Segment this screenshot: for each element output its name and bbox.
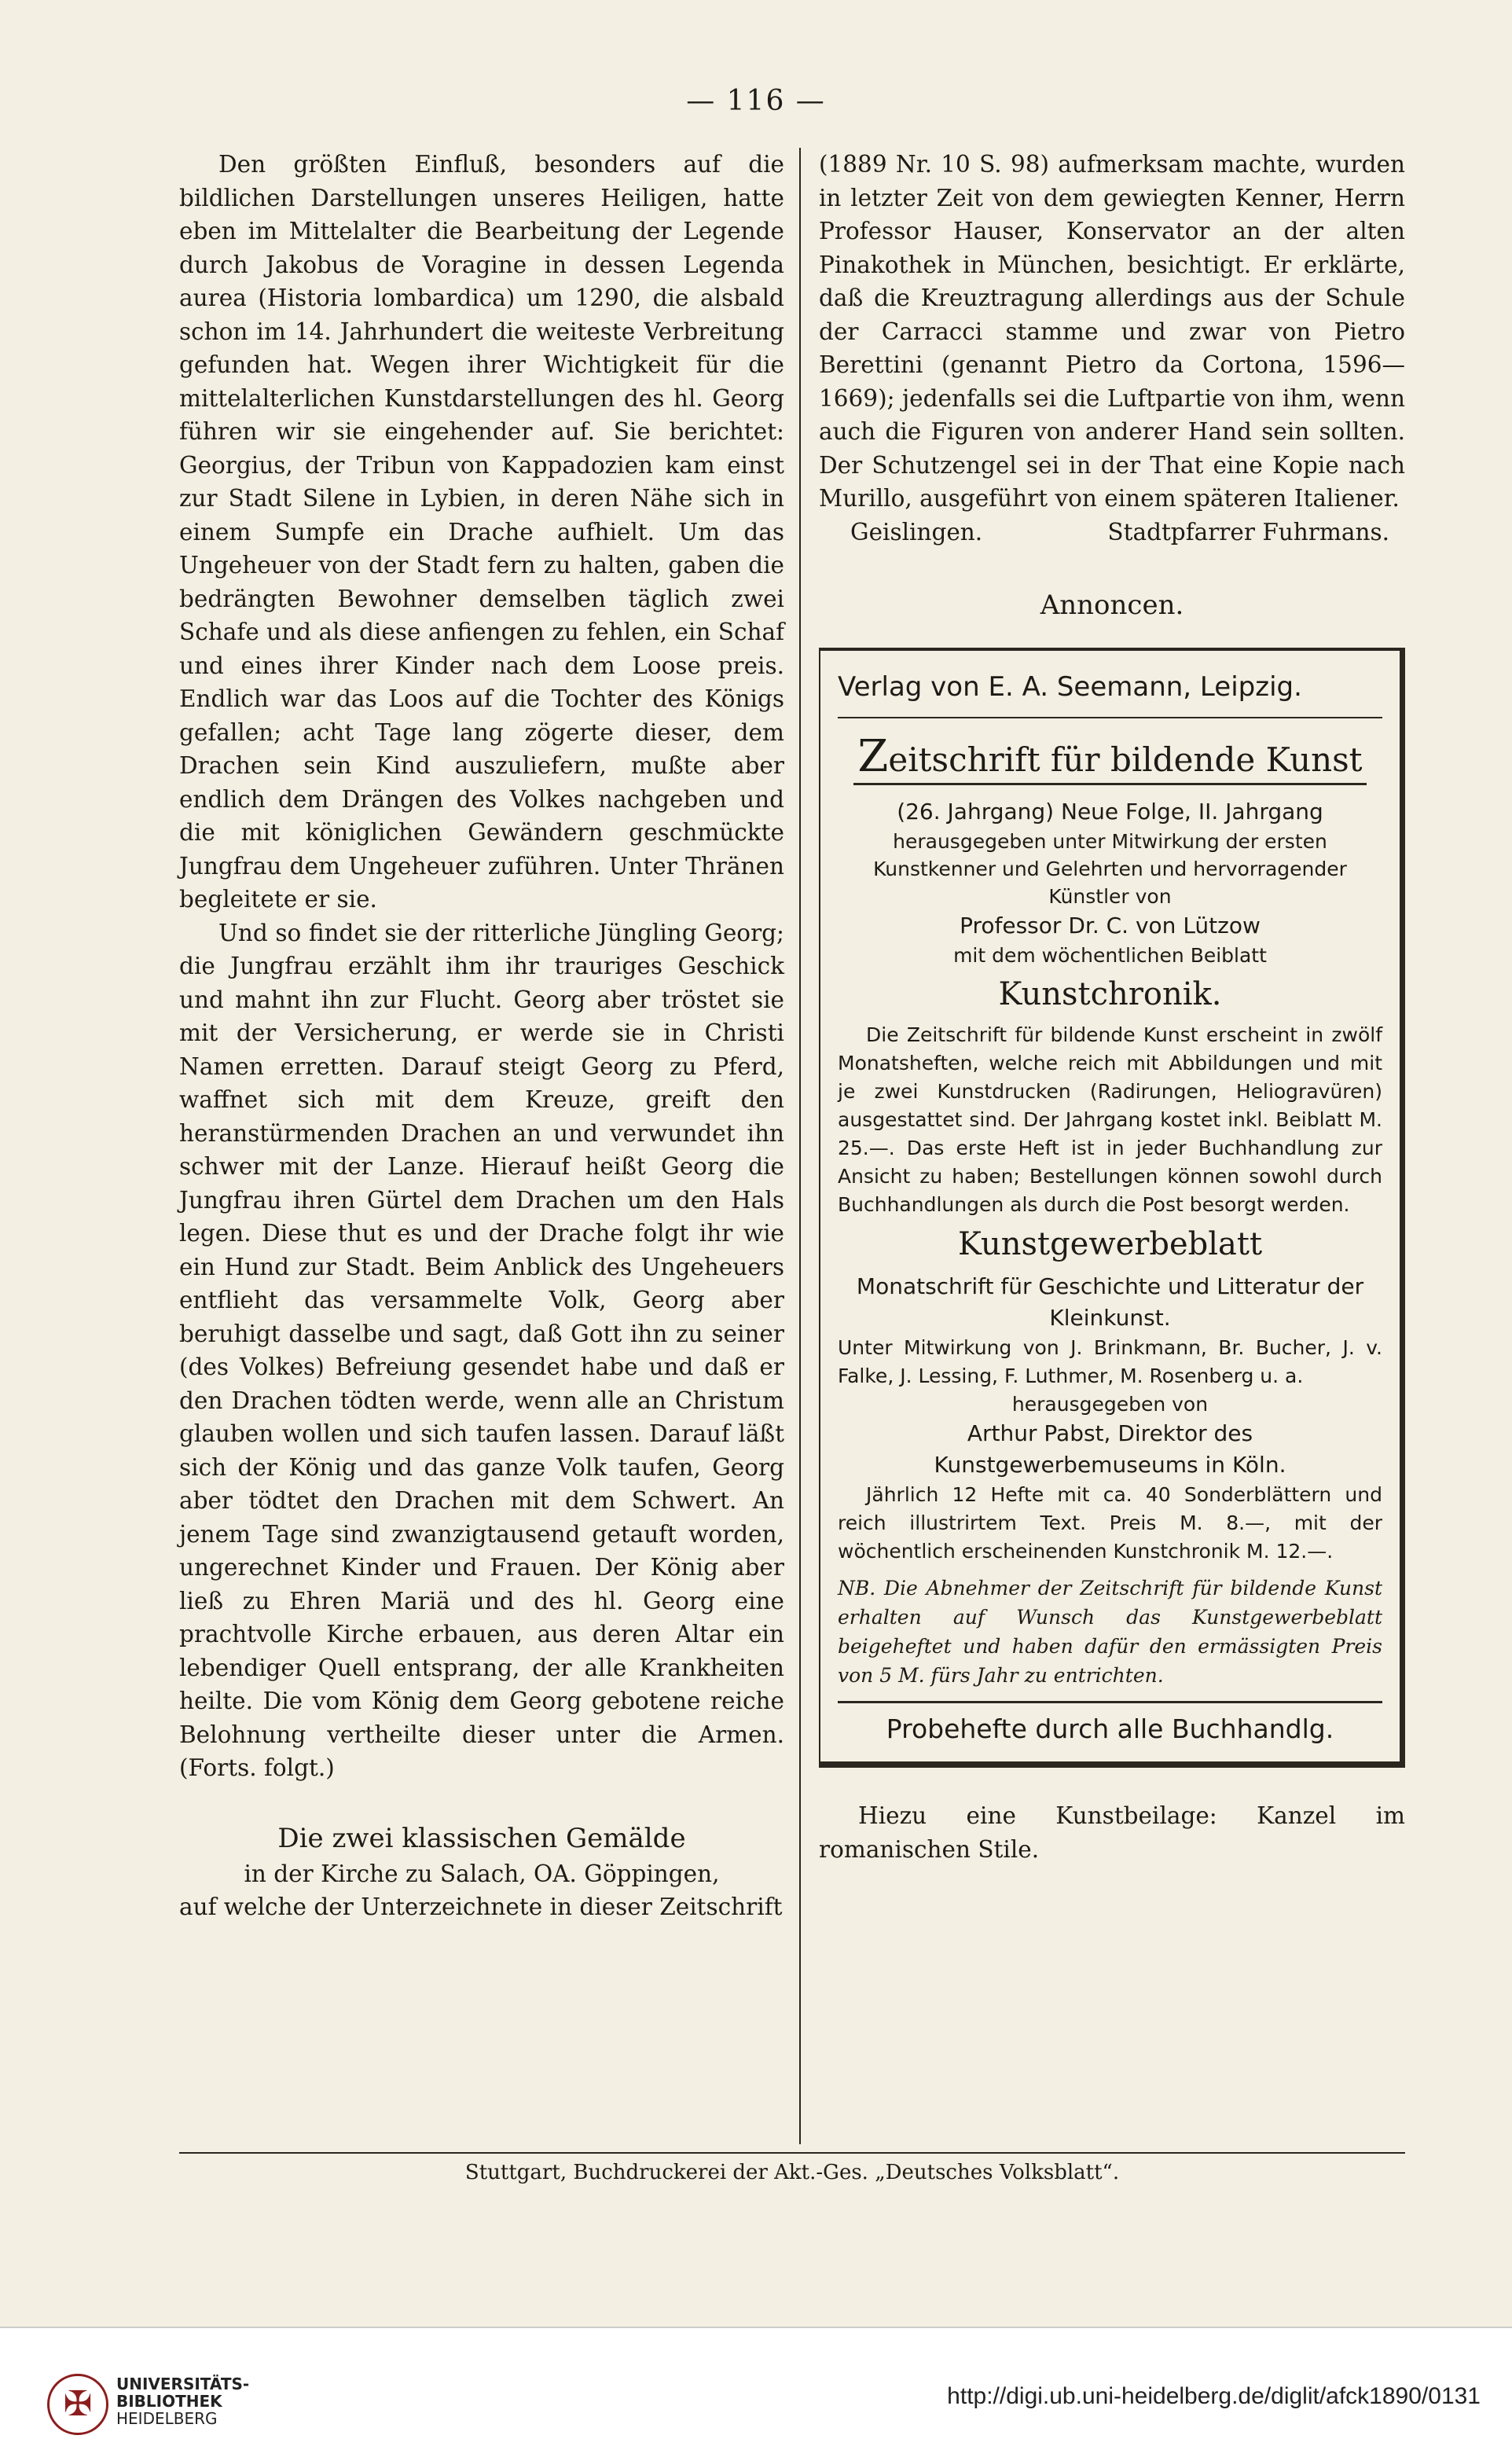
supplement-intro: mit dem wöchentlichen Beiblatt: [953, 944, 1267, 967]
edited-by: herausgegeben von: [1011, 1393, 1209, 1416]
signature-place: Geislingen.: [850, 518, 983, 545]
contributors: Unter Mitwirkung von J. Brinkmann, Br. Bucher, J. v. Falke, J. Lessing, F. Luthmer, M. Rosenberg u. a.: [838, 1336, 1382, 1387]
journal-description: Die Zeitschrift für bildende Kunst erscheint in zwölf Monatsheften, welche reich mit Abbildungen und mit je zwei Kunstdrucken (Radirungen, Heliogravüren) ausgestattet sind. Der Jahrgang kostet inkl. Beiblatt M. 25.—. Das erste Heft ist in jeder Buchhandlung zur Ansicht zu haben; Bestellungen können sowohl durch Buchhandlungen als durch die Post besorgt werden.: [838, 1023, 1382, 1216]
column-divider: [799, 148, 801, 2144]
editor-name: Professor Dr. C. von Lützow: [960, 913, 1261, 938]
kunstgewerbeblatt-description: Jährlich 12 Hefte mit ca. 40 Sonderblättern und reich illustrirtem Text. Preis M. 8.—, mit der wöchentlich erscheinenden Kunstchronik M. 12.—.: [838, 1483, 1382, 1563]
paragraph-legenda-aurea: Den größten Einfluß, besonders auf die bildlichen Darstellungen unseres Heiligen, hatte eben im Mittelalter die Bearbeitung der Legende durch Jakobus de Voragine in dessen Legenda aurea (Historia lombardica) um 1290, die alsbald schon im 14. Jahrhundert die weiteste Verbreitung gefunden hat. Wegen ihrer Wichtigkeit für die mittelalterlichen Kunstdarstellungen des hl. Georg führen wir sie eingehender auf. Sie berichtet: Georgius, der Tribun von Kappadozien kam einst zur Stadt Silene in Lybien, in deren Nähe sich in einem Sumpfe ein Drache aufhielt. Um das Ungeheuer von der Stadt fern zu halten, gaben die bedrängten Bewohner demselben täglich zwei Schafe und als diese anfiengen zu fehlen, ein Schaf und eines ihrer Kinder nach dem Loose preis. Endlich war das Loos auf die Tochter des Königs gefallen; acht Tage lang zögerte dieser, dem Drachen sein Kind auszuliefern, mußte aber endlich dem Drängen des Volkes nachgeben und die mit königlichen Gewändern geschmückte Jungfrau dem Ungeheuer zuführen. Unter Thränen begleitete er sie.: [179, 151, 784, 913]
paragraph-continuation: (1889 Nr. 10 S. 98) aufmerksam machte, wurden in letzter Zeit von dem gewiegten Kenner, Herrn Professor Hauser, Konservator an der alten Pinakothek in München, besichtigt. Er erklärte, daß die Kreuztragung allerdings aus der Schule der Carracci stamme und zwar von Pietro Berettini (genannt Pietro da Cortona, 1596—1669); jedenfalls sei die Luftpartie von ihm, wenn auch die Figuren von anderer Hand sein sollten. Der Schutzengel sei in der That eine Kopie nach Murillo, ausgeführt von einem späteren Italiener.: [819, 151, 1405, 512]
article-subheading: in der Kirche zu Salach, OA. Göppingen,: [244, 1860, 720, 1887]
kunstchronik-title: Kunstchronik.: [998, 976, 1222, 1012]
article-heading: Die zwei klassischen Gemälde: [277, 1822, 686, 1854]
kunstgewerbeblatt-subtitle: Monatschrift für Geschichte und Litteratur der Kleinkunst.: [856, 1273, 1364, 1331]
sample-issues-note: Probehefte durch alle Buchhandlg.: [886, 1714, 1334, 1744]
nota-bene: NB. Die Abnehmer der Zeitschrift für bildende Kunst erhalten auf Wunsch das Kunstgewerbeblatt beigeheftet und haben dafür den ermässigten Preis von 5 M. fürs Jahr zu entrichten.: [838, 1574, 1382, 1703]
source-url[interactable]: http://digi.ub.uni-heidelberg.de/diglit/afck1890/0131: [947, 2383, 1481, 2409]
paragraph-georg-dragon: Und so findet sie der ritterliche Jüngling Georg; die Jungfrau erzählt ihm ihr trauriges Geschick und mahnt ihn zur Flucht. Georg aber tröstet sie mit der Versicherung, er werde sie in Christi Namen erretten. Darauf steigt Georg zu Pferd, waffnet sich mit dem Kreuze, greift den heranstürmenden Drachen an und verwundet ihn schwer mit der Lanze. Hierauf heißt Georg die Jungfrau ihren Gürtel dem Drachen um den Hals legen. Diese thut es und der Drache folgt ihr wie ein Hund zur Stadt. Beim Anblick des Ungeheuers entflieht das versammelte Volk, Georg aber beruhigt dasselbe und sagt, daß Gott ihn zu seiner (des Volkes) Befreiung gesendet habe und daß er den Drachen tödten werde, wenn alle an Christum glauben wollen und sich taufen lassen. Darauf läßt sich der König und das ganze Volk taufen, Georg aber tödtet den Drachen mit dem Schwert. An jenem Tage sind zwanzigtausend getauft worden, ungerechnet Kinder und Frauen. Der König aber ließ zu Ehren Mariä und des hl. Georg eine prachtvolle Kirche erbauen, aus deren Altar ein lebendiger Quell entsprang, der alle Krankheiten heilte. Die vom König dem Georg gebotene reiche Belohnung vertheilte dieser unter die Armen. (Forts. folgt.): [179, 919, 784, 1781]
right-column: [819, 148, 1405, 1866]
advertisement-box: [819, 648, 1405, 1768]
kunstgewerbeblatt-title: Kunstgewerbeblatt: [957, 1226, 1263, 1262]
left-column: [179, 148, 784, 1924]
signature-name: Stadtpfarrer Fuhrmans.: [1107, 518, 1389, 545]
footer-rule: [179, 2152, 1405, 2154]
journal-title-initial: Z: [857, 731, 889, 782]
journal-title-rest: eitschrift für bildende Kunst: [888, 740, 1363, 779]
editors-intro: herausgegeben unter Mitwirkung der ersten Kunstkenner und Gelehrten und hervorragender Künstler von: [873, 830, 1347, 908]
page-number: — 116 —: [686, 85, 826, 117]
signature-line: [819, 516, 1405, 549]
kunstgewerbeblatt-editor: Arthur Pabst, Direktor des Kunstgewerbemuseums in Köln.: [934, 1420, 1286, 1478]
journal-title: [853, 731, 1367, 785]
printer-imprint: Stuttgart, Buchdruckerei der Akt.-Ges. „Deutsches Volksblatt“.: [464, 2161, 1120, 2184]
annonce-heading: Annoncen.: [1040, 590, 1184, 621]
article-text-start: auf welche der Unterzeichnete in dieser Zeitschrift: [179, 1894, 783, 1920]
art-supplement-note: Hiezu eine Kunstbeilage: Kanzel im romanischen Stile.: [819, 1802, 1405, 1863]
library-seal-icon: ✠: [47, 2374, 108, 2435]
publisher-line: Verlag von E. A. Seemann, Leipzig.: [838, 668, 1382, 718]
volume-line: (26. Jahrgang) Neue Folge, II. Jahrgang: [897, 799, 1323, 825]
library-name: UNIVERSITÄTS- BIBLIOTHEK HEIDELBERG: [116, 2375, 250, 2428]
